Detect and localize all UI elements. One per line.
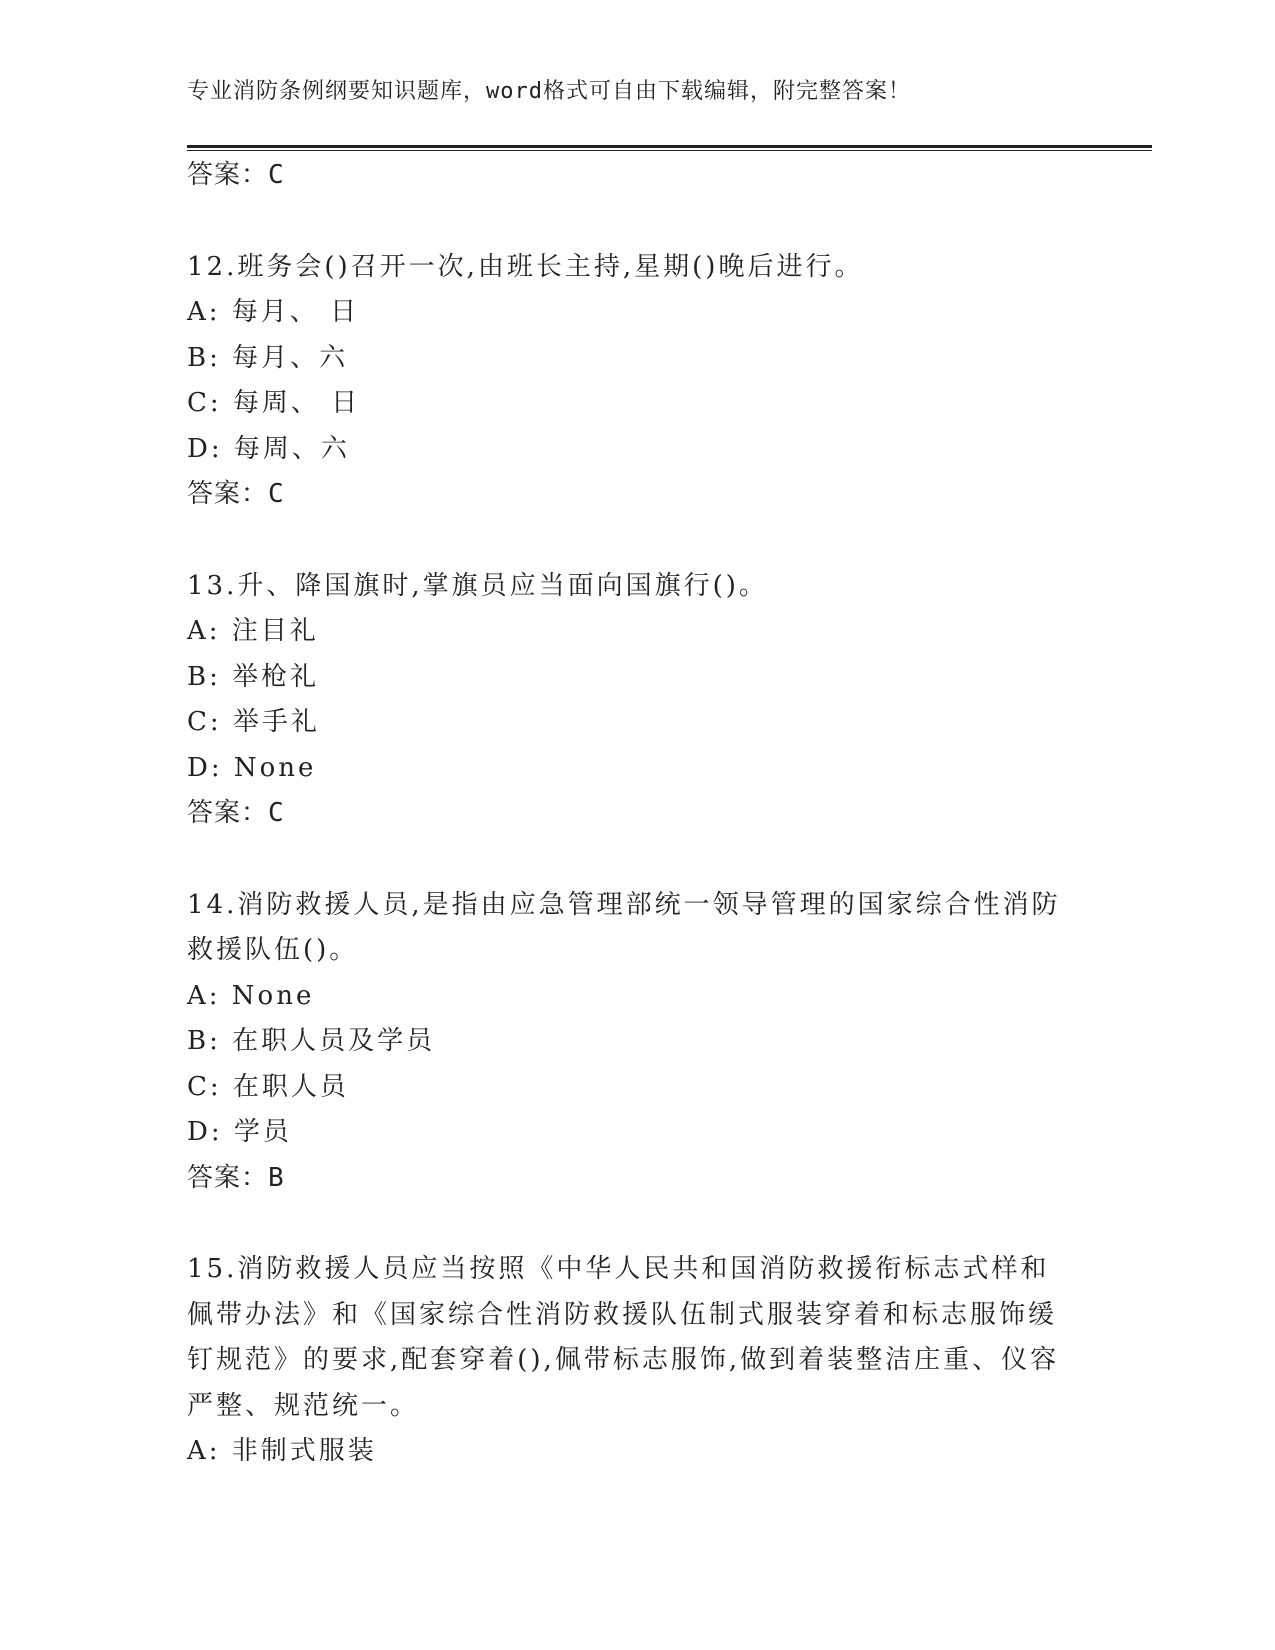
page-header: 专业消防条例纲要知识题库，word格式可自由下载编辑，附完整答案！ [187,79,911,104]
option-d: D: None [187,752,317,783]
spacer [187,837,1087,883]
question-block [187,564,1087,837]
option-b: B: 每月、六 [187,342,349,373]
option-a: A: 注目礼 [187,616,319,646]
question-stem: 14.消防救援人员,是指由应急管理部统一领导管理的国家综合性消防 [187,889,1061,920]
option-c: C: 举手礼 [187,707,320,737]
spacer [187,199,1087,245]
spacer [187,1201,1087,1247]
question-stem: 13.升、降国旗时,掌旗员应当面向国旗行()。 [187,570,768,601]
answer-line: 答案：C [187,798,285,828]
question-block [187,883,1087,1202]
question-stem-continued: 钉规范》的要求,配套穿着(),佩带标志服饰,做到着装整洁庄重、仪容 [187,1345,1060,1375]
option-b: B: 举枪礼 [187,661,320,692]
header-rule-thick [187,145,1152,148]
question-stem-continued: 佩带办法》和《国家综合性消防救援队伍制式服装穿着和标志服饰缓 [187,1299,1058,1330]
answer-line: 答案：B [187,1162,285,1193]
option-c: C: 在职人员 [187,1071,349,1102]
question-stem: 15.消防救援人员应当按照《中华人民共和国消防救援衔标志式样和 [187,1254,1050,1284]
option-d: D: 学员 [187,1117,292,1147]
question-stem: 12.班务会()召开一次,由班长主持,星期()晚后进行。 [187,251,864,282]
option-a: A: None [187,980,315,1011]
option-d: D: 每周、六 [187,433,350,464]
question-stem-continued: 救援队伍()。 [187,935,359,965]
option-a: A: 每月、 日 [187,297,360,327]
option-c: C: 每周、 日 [187,388,361,418]
question-stem-continued: 严整、规范统一。 [187,1390,420,1421]
answer-line: 答案：C [187,479,285,509]
spacer [187,518,1087,564]
option-a: A: 非制式服装 [187,1436,377,1466]
option-b: B: 在职人员及学员 [187,1026,436,1056]
answer-line: 答案：C [187,160,285,190]
question-block [187,1247,1087,1475]
header-rule-thin [187,150,1152,151]
question-list [187,153,1087,1475]
question-block [187,245,1087,518]
